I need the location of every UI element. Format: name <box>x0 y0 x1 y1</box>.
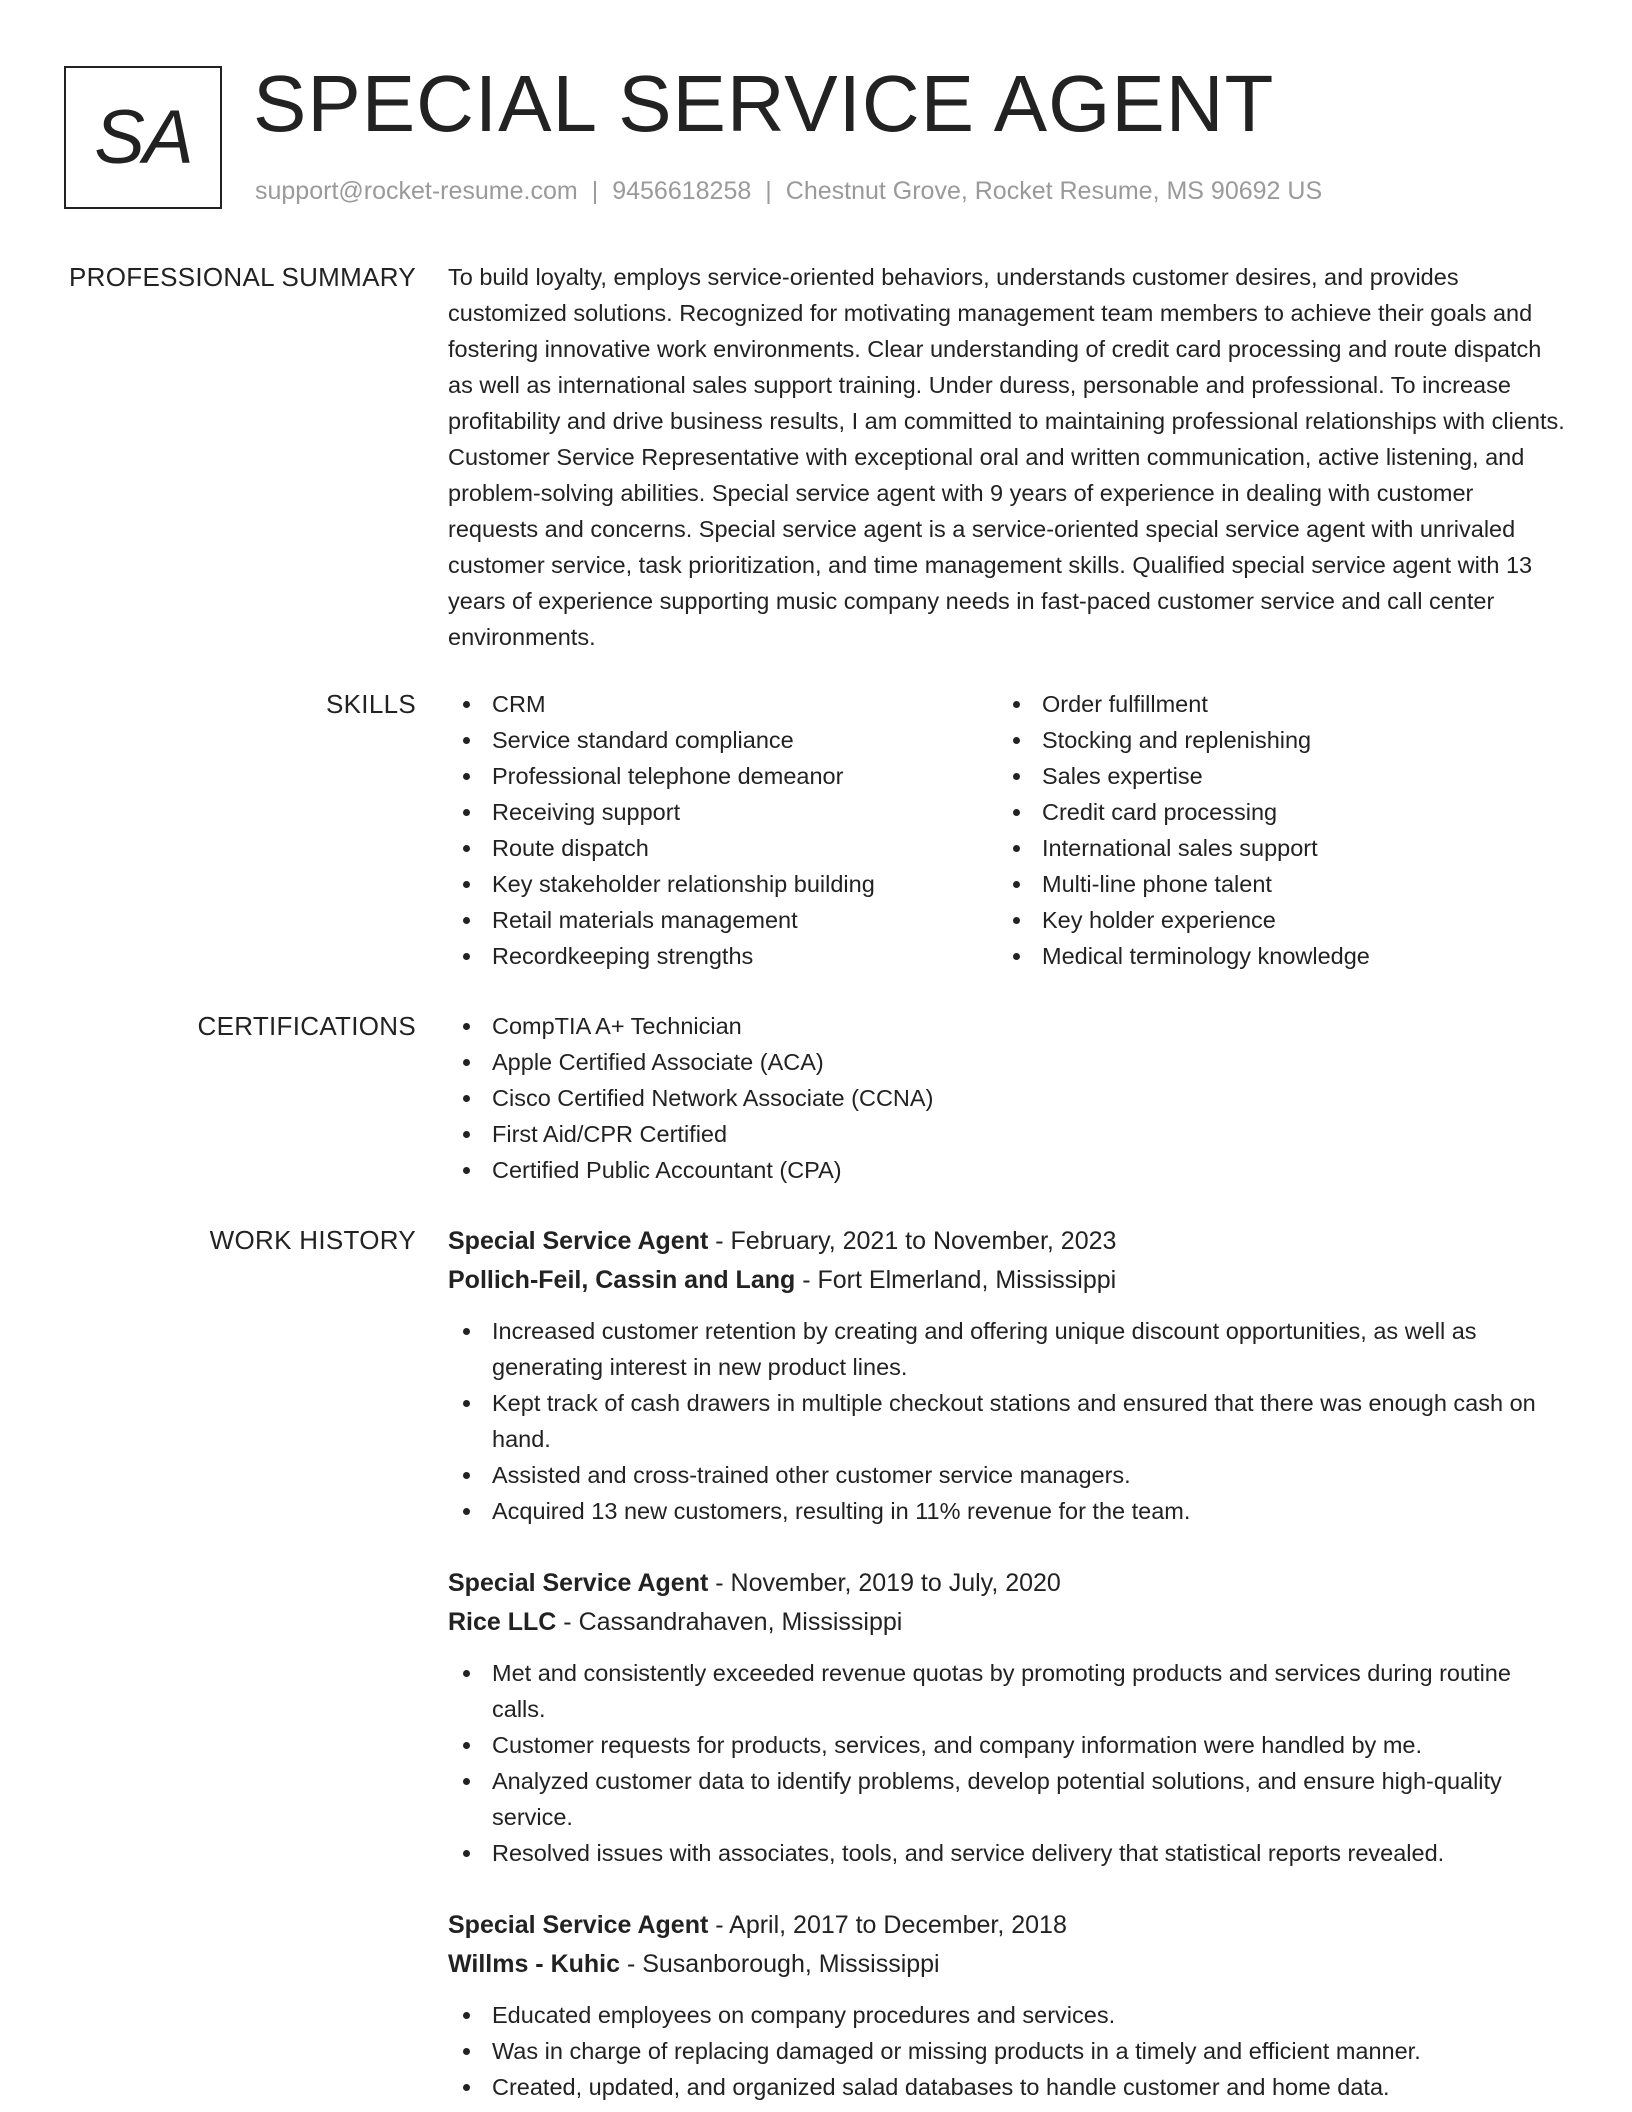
certification-item: CompTIA A+ Technician <box>448 1008 1568 1044</box>
contact-phone: 9456618258 <box>612 177 752 205</box>
job-bullets <box>448 1313 1568 1529</box>
job-bullet: Was in charge of replacing damaged or missing products in a timely and efficient manner. <box>448 2033 1568 2069</box>
skill-item: Service standard compliance <box>448 722 998 758</box>
job-bullet: Educated employees on company procedures and services. <box>448 1997 1568 2033</box>
job-dates: - February, 2021 to November, 2023 <box>708 1227 1117 1255</box>
contact-address: Chestnut Grove, Rocket Resume, MS 90692 US <box>785 177 1323 205</box>
job-dates: - April, 2017 to December, 2018 <box>708 1911 1067 1939</box>
job-title-line <box>448 1564 1568 1603</box>
section-label-skills: SKILLS <box>326 689 416 719</box>
skill-item: Route dispatch <box>448 830 998 866</box>
job-bullet: Kept track of cash drawers in multiple checkout stations and ensured that there was enough cash on hand. <box>448 1385 1568 1457</box>
skill-item: CRM <box>448 686 998 722</box>
job-title-line <box>448 1906 1568 1945</box>
skill-item: International sales support <box>998 830 1548 866</box>
job-location: - Fort Elmerland, Mississippi <box>795 1266 1117 1294</box>
job-company-line <box>448 1603 1568 1642</box>
resume-title: SPECIAL SERVICE AGENT <box>253 59 1275 148</box>
skills-list-right <box>998 686 1548 974</box>
skill-item: Recordkeeping strengths <box>448 938 998 974</box>
certifications-list <box>448 1008 1568 1188</box>
summary-body <box>448 259 1568 655</box>
skill-item: Sales expertise <box>998 758 1548 794</box>
job-company: Willms - Kuhic <box>448 1950 621 1978</box>
job-title-line <box>448 1222 1568 1261</box>
job-bullet: Customer requests for products, services, and company information were handled by me. <box>448 1727 1568 1763</box>
contact-separator: | <box>765 177 772 205</box>
job-location: - Cassandrahaven, Mississippi <box>556 1608 903 1636</box>
skills-body <box>448 686 1568 974</box>
work-history-body <box>448 1222 1568 2112</box>
initials-monogram: SA <box>64 66 222 209</box>
job-bullets <box>448 1655 1568 1871</box>
contact-line <box>255 174 1322 208</box>
job-entry <box>448 1564 1568 1871</box>
skills-list-left <box>448 686 998 974</box>
skill-item: Multi-line phone talent <box>998 866 1548 902</box>
job-bullet: Created, updated, and organized salad databases to handle customer and home data. <box>448 2069 1568 2105</box>
skill-item: Key stakeholder relationship building <box>448 866 998 902</box>
skill-item: Credit card processing <box>998 794 1548 830</box>
job-bullet: Analyzed customer data to identify problems, develop potential solutions, and ensure high-quality service. <box>448 1763 1568 1835</box>
section-label-certifications: CERTIFICATIONS <box>197 1011 416 1041</box>
contact-separator: | <box>591 177 599 205</box>
job-bullet: Increased customer retention by creating and offering unique discount opportunities, as well as generating interest in new product lines. <box>448 1313 1568 1385</box>
job-company-line <box>448 1261 1568 1300</box>
section-label-summary: PROFESSIONAL SUMMARY <box>69 262 416 292</box>
certification-item: Cisco Certified Network Associate (CCNA) <box>448 1080 1568 1116</box>
certifications-body <box>448 1008 1568 1188</box>
job-bullet: Assisted and cross-trained other customer service managers. <box>448 1457 1568 1493</box>
job-location: - Susanborough, Mississippi <box>620 1950 940 1978</box>
certification-item: Certified Public Accountant (CPA) <box>448 1152 1568 1188</box>
section-label-work-history: WORK HISTORY <box>209 1225 416 1255</box>
job-bullet: Acquired 13 new customers, resulting in 11% revenue for the team. <box>448 1493 1568 1529</box>
skill-item: Medical terminology knowledge <box>998 938 1548 974</box>
skill-item: Order fulfillment <box>998 686 1548 722</box>
job-title: Special Service Agent <box>448 1569 709 1597</box>
job-dates: - November, 2019 to July, 2020 <box>708 1569 1061 1597</box>
skill-item: Stocking and replenishing <box>998 722 1548 758</box>
job-bullets <box>448 1997 1568 2105</box>
job-title: Special Service Agent <box>448 1911 709 1939</box>
skill-item: Receiving support <box>448 794 998 830</box>
skill-item: Professional telephone demeanor <box>448 758 998 794</box>
job-title: Special Service Agent <box>448 1227 709 1255</box>
job-bullet: Resolved issues with associates, tools, and service delivery that statistical reports revealed. <box>448 1835 1568 1871</box>
certification-item: Apple Certified Associate (ACA) <box>448 1044 1568 1080</box>
summary-text: To build loyalty, employs service-oriented behaviors, understands customer desires, and provides customized solutions. Recognized for motivating management team members to achieve their goals and fostering innovative work environments. Clear understanding of credit card processing and route dispatch as well as international sales support training. Under duress, personable and professional. To increase profitability and drive business results, I am committed to maintaining professional relationships with clients. Customer Service Representative with exceptional oral and written communication, active listening, and problem-solving abilities. Special service agent with 9 years of experience in dealing with customer requests and concerns. Special service agent is a service-oriented special service agent with unrivaled customer service, task prioritization, and time management skills. Qualified special service agent with 13 years of experience supporting music company needs in fast-paced customer service and call center environments. <box>448 264 1565 650</box>
job-company-line <box>448 1945 1568 1984</box>
certification-item: First Aid/CPR Certified <box>448 1116 1568 1152</box>
skill-item: Retail materials management <box>448 902 998 938</box>
job-company: Pollich-Feil, Cassin and Lang <box>448 1266 796 1294</box>
contact-email: support@rocket-resume.com <box>255 177 578 205</box>
job-bullet: Met and consistently exceeded revenue quotas by promoting products and services during routine calls. <box>448 1655 1568 1727</box>
job-entry <box>448 1222 1568 1529</box>
skill-item: Key holder experience <box>998 902 1548 938</box>
job-entry <box>448 1906 1568 2105</box>
job-company: Rice LLC <box>448 1608 557 1636</box>
